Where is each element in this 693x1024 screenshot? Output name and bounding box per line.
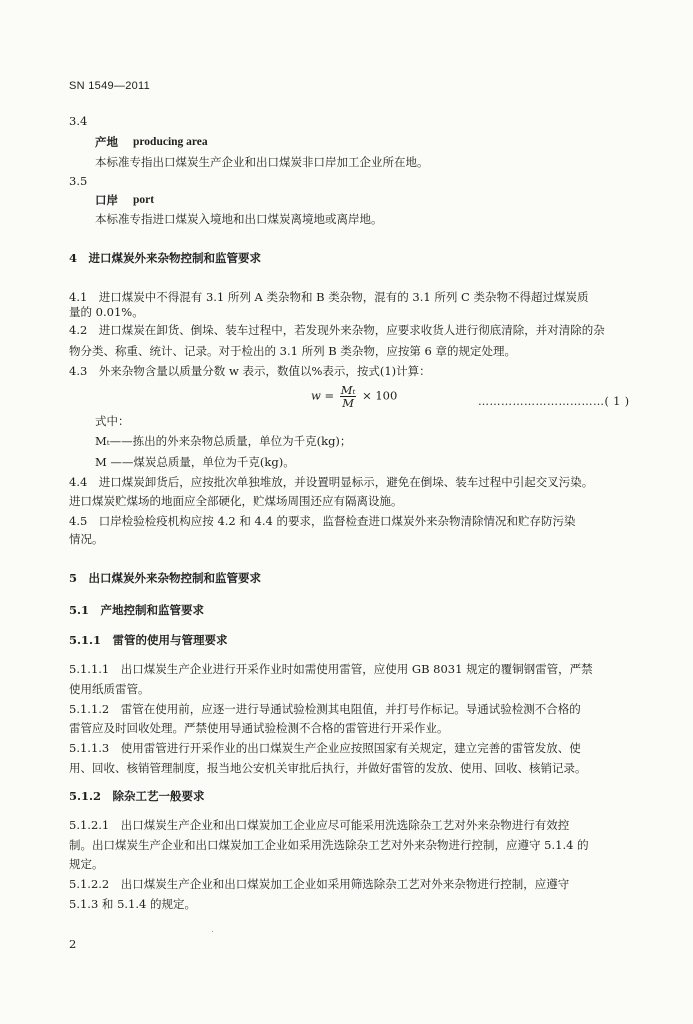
paragraph-line: 5.1.1.1 出口煤炭生产企业进行开采作业时如需使用雷管，应使用 GB 8031 规定的覆铜钢雷管，严禁 — [69, 662, 593, 676]
where-label: 式中： — [95, 414, 130, 428]
formula-fraction — [340, 384, 357, 409]
leader-dots: …………………………… — [478, 395, 605, 408]
paragraph-line: 5.1.2.1 出口煤炭生产企业和出口煤炭加工企业应尽可能采用洗选除杂工艺对外来杂物进行有效控 — [69, 818, 570, 832]
paragraph-line: 量的 0.01%。 — [69, 305, 144, 319]
paragraph-line: 制。出口煤炭生产企业和出口煤炭加工企业如采用洗选除杂工艺对外来杂物进行控制，应遵守 5.1.4 的 — [69, 838, 589, 852]
scan-speck — [212, 931, 213, 932]
chapter-heading: 4 进口煤炭外来杂物控制和监管要求 — [69, 251, 261, 265]
paragraph-line: 4.3 外来杂物含量以质量分数 w 表示，数值以%表示，按式(1)计算： — [69, 364, 431, 378]
paragraph-line: 使用纸质雷管。 — [69, 682, 150, 696]
paragraph-line: 进口煤炭贮煤场的地面应全部硬化，贮煤场周围还应有隔离设施。 — [69, 494, 403, 508]
variable-definition: Mₜ——拣出的外来杂物总质量，单位为千克(kg)； — [95, 434, 352, 448]
paragraph-line: 4.2 进口煤炭在卸货、倒垛、装车过程中，若发现外来杂物，应要求收货人进行彻底清除，并对清除的杂 — [69, 323, 605, 337]
term-en: producing area — [133, 136, 208, 148]
term-definition: 本标准专指出口煤炭生产企业和出口煤炭非口岸加工企业所在地。 — [95, 155, 429, 169]
formula-rhs: × 100 — [362, 388, 398, 403]
chapter-heading: 5 出口煤炭外来杂物控制和监管要求 — [69, 571, 261, 585]
paragraph-line: 4.1 进口煤炭中不得混有 3.1 所列 A 类杂物和 B 类杂物，混有的 3.1 所列 C 类杂物不得超过煤炭质 — [69, 290, 589, 304]
paragraph-line: 物分类、称重、统计、记录。对于检出的 3.1 所列 B 类杂物，应按第 6 章的规定处理。 — [69, 344, 516, 358]
paragraph-line: 规定。 — [69, 857, 104, 871]
term-cn: 产地 — [95, 135, 118, 149]
paragraph-line: 5.1.3 和 5.1.4 的规定。 — [69, 897, 196, 911]
clause-number: 3.4 — [69, 114, 88, 128]
paragraph-line: 5.1.2.2 出口煤炭生产企业和出口煤炭加工企业如采用筛选除杂工艺对外来杂物进行控制，应遵守 — [69, 877, 570, 891]
subsection-heading: 5.1.2 除杂工艺一般要求 — [69, 789, 205, 803]
formula — [311, 384, 397, 409]
paragraph-line: 情况。 — [69, 532, 104, 546]
standard-header: SN 1549—2011 — [69, 80, 151, 92]
formula-lhs: w = — [311, 388, 335, 403]
subsection-heading: 5.1.1 雷管的使用与管理要求 — [69, 633, 228, 647]
term-en: port — [133, 194, 155, 206]
formula-denominator: M — [342, 396, 354, 410]
formula-numerator: Mₜ — [340, 383, 356, 397]
paragraph-line: 4.5 口岸检验检疫机构应按 4.2 和 4.4 的要求，监督检查进口煤炭外来杂物清除情况和贮存防污染 — [69, 514, 576, 528]
page-number: 2 — [69, 937, 77, 951]
paragraph-line: 雷管应及时回收处理。严禁使用导通试验检测不合格的雷管进行开采作业。 — [69, 721, 449, 735]
paragraph-line: 5.1.1.3 使用雷管进行开采作业的出口煤炭生产企业应按照国家有关规定，建立完善的雷管发放、使 — [69, 741, 581, 755]
section-heading: 5.1 产地控制和监管要求 — [69, 603, 205, 617]
paragraph-line: 5.1.1.2 雷管在使用前，应逐一进行导通试验检测其电阻值，并打号作标记。导通试验检测不合格的 — [69, 702, 581, 716]
variable-definition: M ——煤炭总质量，单位为千克(kg)。 — [95, 455, 295, 469]
term-definition: 本标准专指进口煤炭入境地和出口煤炭离境地或离岸地。 — [95, 212, 383, 226]
paragraph-line: 4.4 进口煤炭卸货后，应按批次单独堆放，并设置明显标示，避免在倒垛、装车过程中引起交叉污染。 — [69, 475, 594, 489]
formula-number: ( 1 ) — [604, 395, 630, 408]
clause-number: 3.5 — [69, 174, 88, 188]
term-cn: 口岸 — [95, 193, 118, 207]
formula-leader-dots — [478, 395, 630, 408]
paragraph-line: 用、回收、核销管理制度，报当地公安机关审批后执行，并做好雷管的发放、使用、回收、核销记录。 — [69, 761, 587, 775]
